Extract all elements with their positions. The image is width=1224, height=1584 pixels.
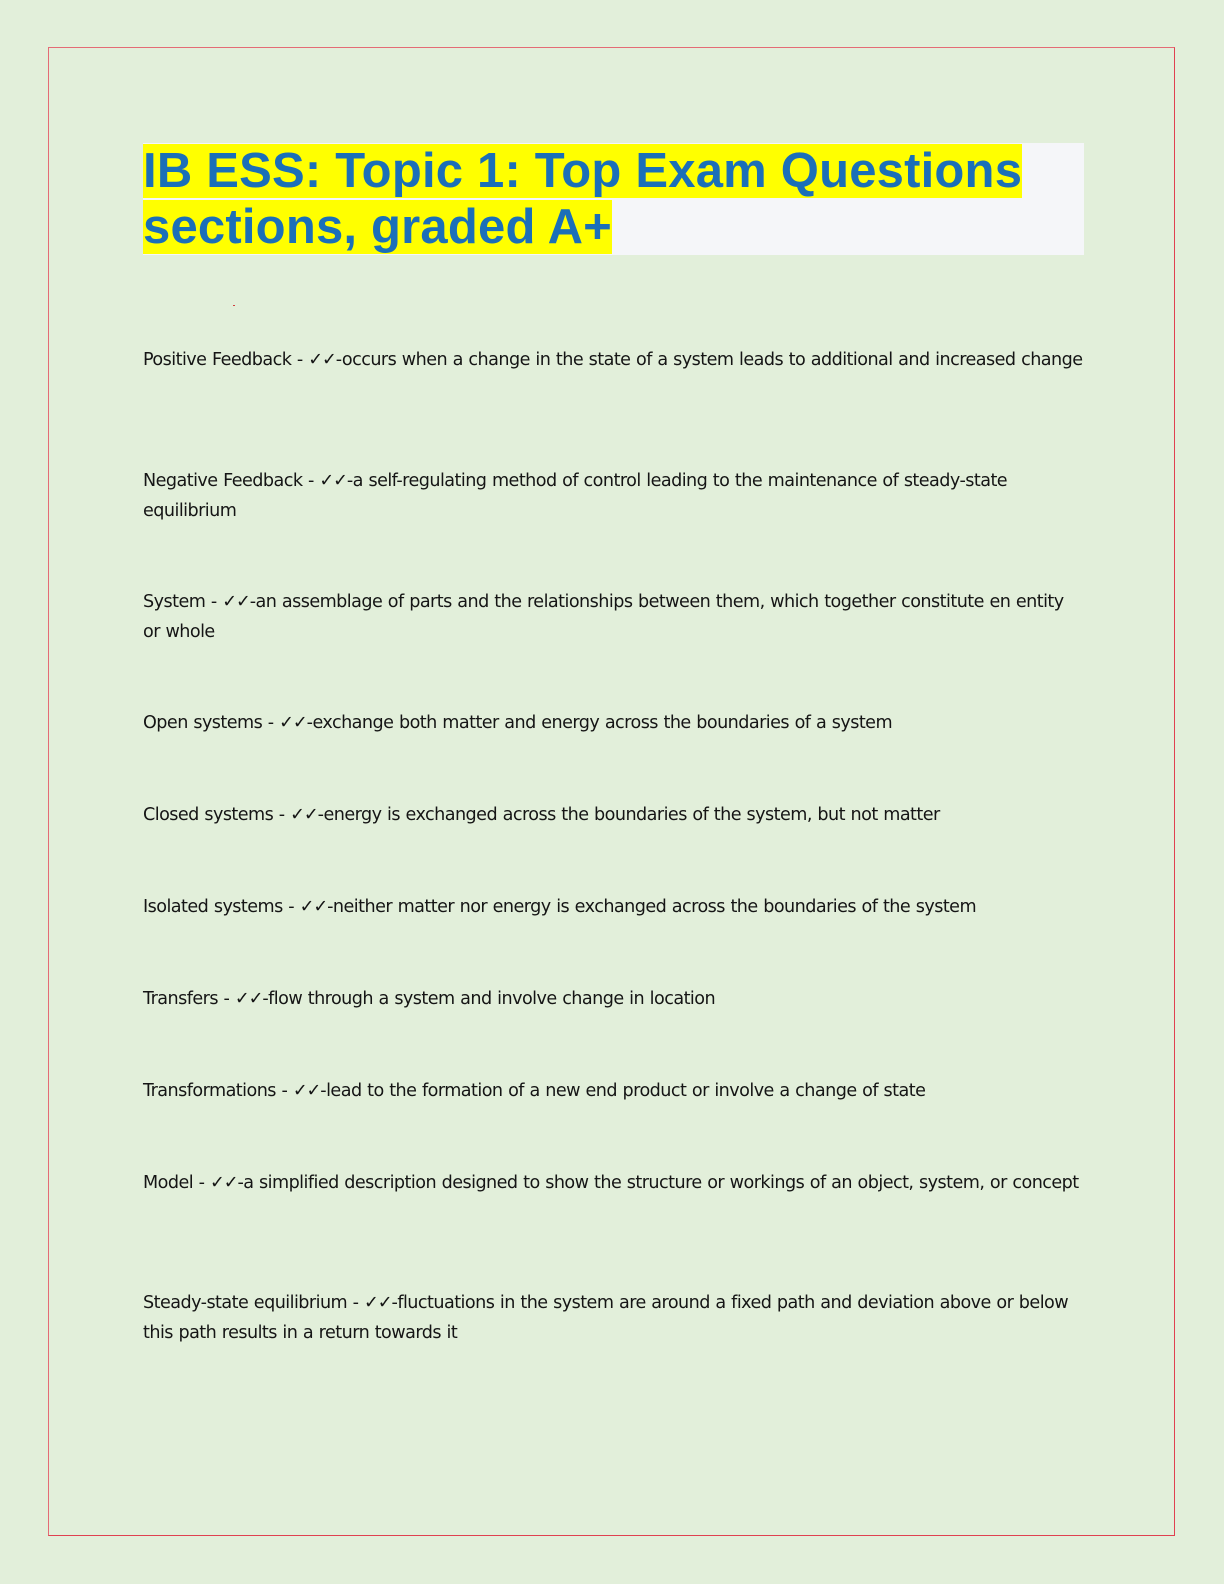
title-line-1: IB ESS: Topic 1: Top Exam Questions <box>143 144 1023 198</box>
check-mark-icon: ✓✓ <box>279 713 307 733</box>
entry-term: Steady-state equilibrium <box>143 1293 348 1313</box>
list-item <box>143 708 1083 738</box>
entry-definition: -flow through a system and involve change in location <box>262 989 716 1009</box>
entry-definition: -lead to the formation of a new end product or involve a change of state <box>320 1081 926 1101</box>
entry-term: Negative Feedback <box>143 471 303 491</box>
title-block <box>143 143 1084 255</box>
entry-separator: - <box>193 1173 210 1193</box>
list-item <box>143 466 1083 526</box>
entry-separator: - <box>302 471 320 491</box>
entry-definition: -energy is exchanged across the boundaries of the system, but not matter <box>317 805 940 825</box>
check-mark-icon: ✓✓ <box>209 1173 238 1193</box>
entry-term: System <box>143 592 206 612</box>
entry-term: Transfers <box>143 989 218 1009</box>
list-item <box>143 587 1083 647</box>
entry-separator: - <box>291 350 309 370</box>
check-mark-icon: ✓✓ <box>364 1293 392 1313</box>
entry-definition: -occurs when a change in the state of a system leads to additional and increased change <box>335 350 1083 370</box>
list-item <box>143 1288 1083 1348</box>
list-item <box>143 984 1083 1014</box>
entry-term: Isolated systems <box>143 897 283 917</box>
stray-mark <box>233 305 235 306</box>
entry-definition: -exchange both matter and energy across the boundaries of a system <box>306 713 893 733</box>
entry-definition: -neither matter nor energy is exchanged across the boundaries of the system <box>327 897 977 917</box>
entry-separator: - <box>282 897 300 917</box>
check-mark-icon: ✓✓ <box>222 592 250 612</box>
check-mark-icon: ✓✓ <box>290 805 318 825</box>
entry-term: Open systems <box>143 713 263 733</box>
entry-term: Positive Feedback <box>143 350 292 370</box>
entry-definition: -a self-regulating method of control leading to the maintenance of steady-state equilibrium <box>143 471 1008 521</box>
list-item <box>143 1168 1083 1198</box>
list-item <box>143 800 1083 830</box>
list-item <box>143 1076 1083 1106</box>
entry-separator: - <box>262 713 280 733</box>
entry-separator: - <box>217 989 235 1009</box>
check-mark-icon: ✓✓ <box>292 1081 321 1101</box>
check-mark-icon: ✓✓ <box>234 989 263 1009</box>
check-mark-icon: ✓✓ <box>319 471 347 491</box>
entry-definition: -fluctuations in the system are around a fixed path and deviation above or below this path results in a return towards it <box>143 1293 1069 1343</box>
entry-separator: - <box>205 592 223 612</box>
entry-term: Model <box>143 1173 194 1193</box>
entry-definition: -a simplified description designed to show the structure or workings of an object, system, or concept <box>237 1173 1079 1193</box>
check-mark-icon: ✓✓ <box>308 350 336 370</box>
entry-term: Transformations <box>143 1081 276 1101</box>
list-item <box>143 892 1083 922</box>
entry-definition: -an assemblage of parts and the relationships between them, which together constitute en entity or whole <box>143 592 1064 642</box>
entry-separator: - <box>347 1293 365 1313</box>
list-item <box>143 345 1083 375</box>
entry-separator: - <box>273 805 291 825</box>
document-title <box>143 143 1084 255</box>
check-mark-icon: ✓✓ <box>299 897 328 917</box>
entry-separator: - <box>275 1081 293 1101</box>
title-line-2: sections, graded A+ <box>143 200 612 254</box>
entry-term: Closed systems <box>143 805 274 825</box>
